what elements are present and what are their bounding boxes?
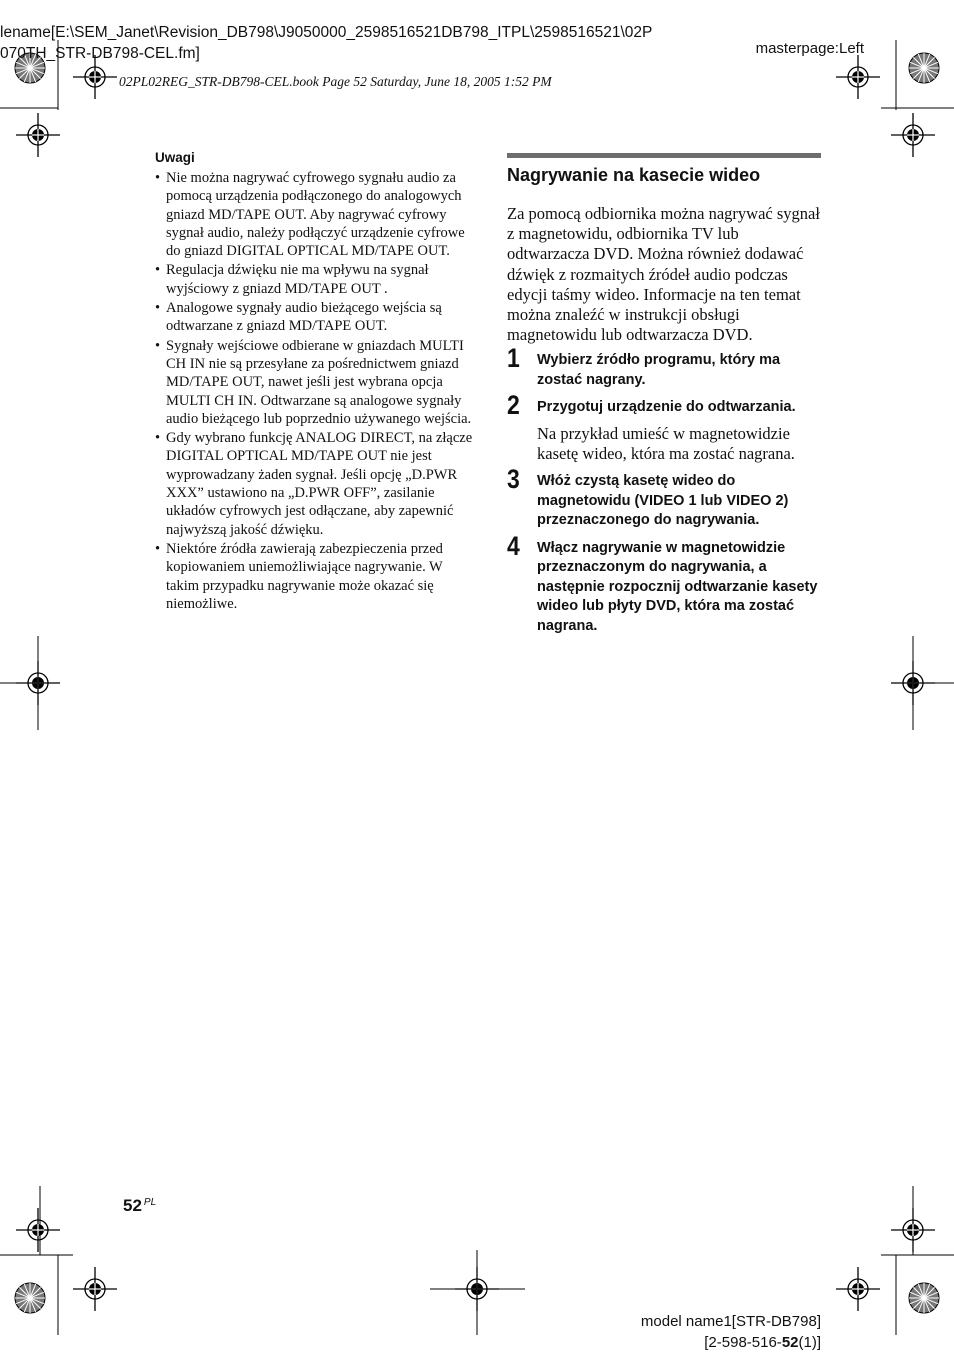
step-number: 1 (507, 343, 520, 374)
step-number: 2 (507, 390, 520, 421)
notes-title: Uwagi (155, 150, 195, 165)
footer-code-prefix: [2-598-516- (704, 1334, 782, 1351)
page-number (123, 1196, 156, 1216)
notes-section (155, 150, 473, 614)
footer-model (641, 1311, 821, 1353)
step-number: 3 (507, 464, 520, 495)
step-text: Włóż czystą kasetę wideo do magnetowidu (VIDEO 1 lub VIDEO 2) przeznaczonego do nagrywania. (537, 473, 789, 529)
note-item: • Niektóre źródła zawierają zabezpieczenia przed kopiowaniem uniemożliwiające nagrywanie. W takim przypadku nagrywanie może okazać się niemożliwe. (155, 540, 473, 613)
footer-model-line1: model name1[STR-DB798] (640, 1313, 821, 1330)
header-masterpage: masterpage:Left (755, 40, 864, 57)
step-text: Włącz nagrywanie w magnetowidzie przeznaczonym do nagrywania, a następnie rozpocznij odtwarzanie kasety wideo lub płyty DVD, która ma zostać nagrana. (537, 539, 818, 634)
note-item: • Nie można nagrywać cyfrowego sygnału audio za pomocą urządzenia podłączonego do analogowych gniazd MD/TAPE OUT. Aby nagrywać cyfrowy sygnał audio, należy podłączyć urządzenie cyfrowe do gniazd DIGITAL OPTICAL MD/TAPE OUT. (155, 169, 473, 260)
note-item: • Gdy wybrano funkcję ANALOG DIRECT, na złącze DIGITAL OPTICAL MD/TAPE OUT nie jest wyprowadzany żaden sygnał. Jeśli opcję „D.PWR XXX” ustawiono na „D.PWR OFF”, zasilanie układów cyfrowych jest odłączane, aby zapewnić najwyższą jakość dźwięku. (155, 429, 473, 539)
footer-code-suffix: (1)] (798, 1334, 821, 1351)
step-text: Wybierz źródło programu, który ma zostać nagrany. (537, 352, 781, 388)
section-title: Nagrywanie na kasecie wideo (507, 165, 761, 185)
header-filename: lename[E:\SEM_Janet\Revision_DB798\J9050000_2598516521DB798_ITPL\2598516521\02P 070TH_STR-DB798-CEL.fm] (0, 24, 653, 62)
step-2 (507, 390, 821, 464)
notes-list (155, 169, 473, 613)
step-number: 4 (507, 530, 520, 561)
step-4 (507, 530, 821, 637)
footer-model-line2 (641, 1332, 821, 1353)
page-number-value: 52 (123, 1196, 142, 1215)
header-book-line: 02PL02REG_STR-DB798-CEL.book Page 52 Saturday, June 18, 2005 1:52 PM (119, 74, 552, 89)
step-detail: Na przykład umieść w magnetowidzie kasetę wideo, która ma zostać nagrana. (537, 423, 795, 464)
note-item: • Analogowe sygnały audio bieżącego wejścia są odtwarzane z gniazd MD/TAPE OUT. (155, 299, 473, 336)
footer-code-page: 52 (781, 1334, 799, 1351)
section-intro: Za pomocą odbiornika można nagrywać sygnał z magnetowidu, odbiornika TV lub odtwarzacza DVD. Można również dodawać dźwięk z rozmaitych źródeł audio podczas edycji taśmy wideo. Informacje na ten temat można znaleźć w instrukcji obsługi magnetowidu lub odtwarzacza DVD. (507, 204, 820, 345)
note-item: • Sygnały wejściowe odbierane w gniazdach MULTI CH IN nie są przesyłane za pośrednictwem gniazd MD/TAPE OUT, nawet jeśli jest wybrana opcja MULTI CH IN. Odtwarzane są analogowe sygnały audio bieżącego lub poprzednio używanego wejścia. (155, 337, 473, 428)
page-number-suffix: PL (143, 1197, 157, 1208)
step-text: Przygotuj urządzenie do odtwarzania. (537, 399, 796, 416)
note-item: • Regulacja dźwięku nie ma wpływu na sygnał wyjściowy z gniazd MD/TAPE OUT . (155, 261, 473, 298)
step-1 (507, 343, 821, 390)
step-3 (507, 464, 821, 531)
section-rule (507, 153, 821, 158)
recording-section (507, 153, 821, 644)
